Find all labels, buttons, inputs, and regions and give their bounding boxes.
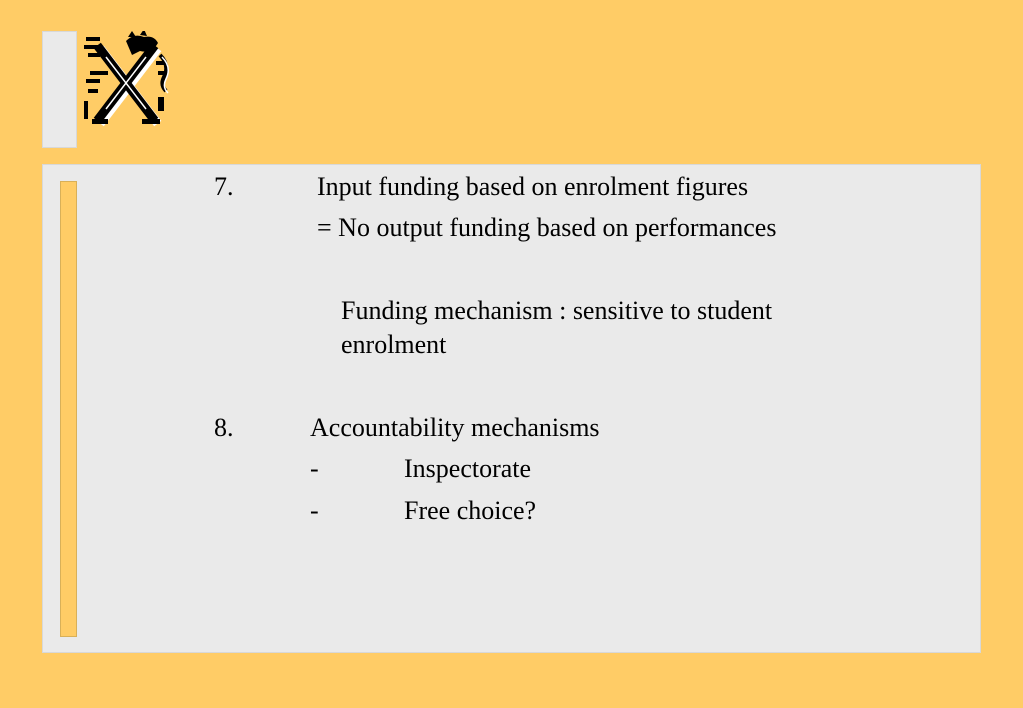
item-7-note-line1: Funding mechanism : sensitive to student (341, 296, 773, 325)
bullet-text-inspectorate: Inspectorate (404, 454, 532, 483)
item-7-subtitle: = No output funding based on performances (317, 213, 777, 242)
flemish-lion-icon (82, 31, 172, 131)
bullet-marker: - (310, 454, 319, 483)
logo-panel (42, 31, 77, 148)
accent-bar (60, 181, 77, 637)
item-7-number: 7. (214, 172, 234, 201)
item-7-note-line2: enrolment (341, 330, 447, 359)
item-7-title: Input funding based on enrolment figures (317, 172, 749, 201)
item-8-number: 8. (214, 413, 234, 442)
bullet-text-free-choice: Free choice? (404, 496, 537, 525)
item-8-title: Accountability mechanisms (310, 413, 600, 442)
bullet-marker: - (310, 496, 319, 525)
